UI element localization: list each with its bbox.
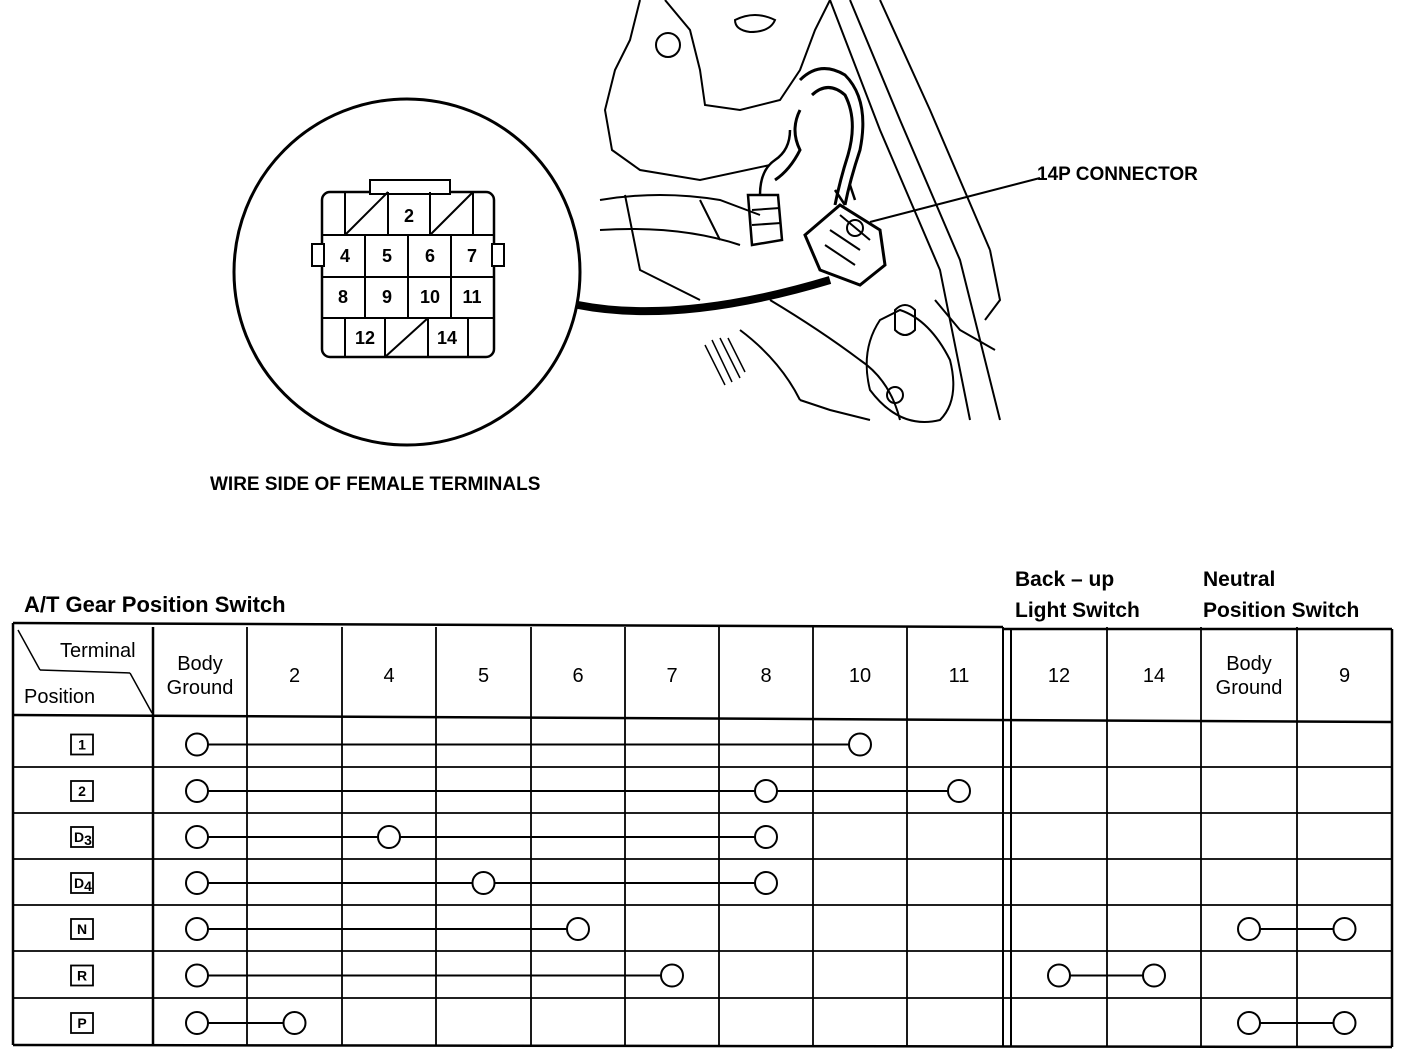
column-header: 11 bbox=[948, 665, 970, 687]
pin-12: 12 bbox=[354, 328, 376, 348]
column-header-line1: Body bbox=[177, 653, 223, 675]
column-header: 10 bbox=[848, 665, 872, 687]
continuity-dot bbox=[849, 734, 871, 756]
column-header-line2: Ground bbox=[1215, 677, 1283, 699]
column-header: 7 bbox=[666, 665, 678, 687]
pin-10: 10 bbox=[419, 287, 441, 307]
continuity-dot bbox=[186, 872, 208, 894]
zoom-pointer bbox=[578, 280, 830, 311]
continuity-dot bbox=[473, 872, 495, 894]
continuity-dot bbox=[186, 780, 208, 802]
position-label: P bbox=[77, 1015, 87, 1031]
neutral-group-line1: Neutral bbox=[1203, 568, 1276, 591]
continuity-dot bbox=[186, 965, 208, 987]
continuity-dot bbox=[1334, 918, 1356, 940]
pin-14: 14 bbox=[436, 328, 458, 348]
pin-11: 11 bbox=[462, 287, 482, 307]
continuity-dot bbox=[186, 1012, 208, 1034]
column-header: 6 bbox=[572, 665, 584, 687]
pin-4: 4 bbox=[339, 246, 351, 266]
pin-8: 8 bbox=[337, 287, 349, 307]
table-dynamic-layer bbox=[13, 627, 1392, 1046]
continuity-dot bbox=[186, 918, 208, 940]
connector-face bbox=[312, 180, 504, 357]
continuity-dot bbox=[1238, 918, 1260, 940]
continuity-dot bbox=[1143, 965, 1165, 987]
wire-side-caption: WIRE SIDE OF FEMALE TERMINALS bbox=[210, 474, 541, 495]
position-subscript: 3 bbox=[84, 832, 92, 848]
column-header: 5 bbox=[477, 665, 490, 687]
connector-callout-label: 14P CONNECTOR bbox=[1037, 164, 1198, 185]
corner-position-label: Position bbox=[24, 686, 96, 708]
position-label: R bbox=[76, 967, 88, 984]
position-label: 1 bbox=[78, 736, 86, 753]
backup-group-line2: Light Switch bbox=[1015, 599, 1140, 622]
column-header-line2: Ground bbox=[166, 677, 234, 699]
corner-terminal-label: Terminal bbox=[60, 640, 136, 662]
pin-5: 5 bbox=[381, 246, 393, 266]
continuity-dot bbox=[755, 826, 777, 848]
pin-9: 9 bbox=[381, 287, 393, 307]
continuity-dot bbox=[1048, 965, 1070, 987]
position-subscript: 4 bbox=[84, 878, 92, 894]
position-label: D bbox=[73, 875, 85, 891]
backup-group-line1: Back – up bbox=[1015, 568, 1115, 591]
continuity-dot bbox=[186, 734, 208, 756]
column-header: 9 bbox=[1338, 665, 1351, 687]
continuity-dot bbox=[186, 826, 208, 848]
pin-6: 6 bbox=[424, 246, 436, 266]
column-header: 14 bbox=[1142, 665, 1166, 687]
pin-2: 2 bbox=[403, 206, 415, 226]
column-header: 2 bbox=[288, 665, 301, 687]
continuity-dot bbox=[1238, 1012, 1260, 1034]
continuity-dot bbox=[755, 780, 777, 802]
engine-bay-illustration bbox=[600, 0, 1000, 422]
position-label: 2 bbox=[78, 783, 86, 799]
continuity-dot bbox=[378, 826, 400, 848]
continuity-dot bbox=[567, 918, 589, 940]
column-header: 8 bbox=[760, 665, 772, 687]
column-header: 4 bbox=[383, 665, 395, 687]
continuity-dot bbox=[1334, 1012, 1356, 1034]
continuity-dot bbox=[948, 780, 970, 802]
position-label: N bbox=[76, 921, 88, 937]
continuity-dot bbox=[284, 1012, 306, 1034]
column-header: 12 bbox=[1047, 665, 1071, 687]
continuity-dot bbox=[755, 872, 777, 894]
callout-leader-line bbox=[870, 178, 1040, 222]
position-label: D bbox=[73, 829, 85, 845]
neutral-group-line2: Position Switch bbox=[1203, 599, 1360, 622]
table-title: A/T Gear Position Switch bbox=[24, 592, 286, 617]
continuity-dot bbox=[661, 965, 683, 987]
pin-7: 7 bbox=[466, 246, 478, 266]
column-header-line1: Body bbox=[1226, 653, 1272, 675]
